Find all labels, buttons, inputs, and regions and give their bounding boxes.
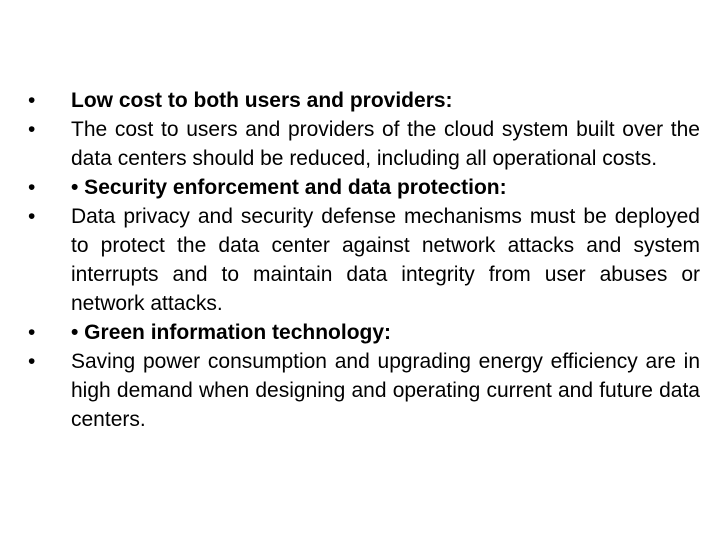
bullet-heading-green-it: • Green information technology: [71,321,392,344]
bullet-heading-low-cost: Low cost to both users and providers: [71,89,453,112]
bullet-marker: • [28,118,36,141]
bullet-item-green-it [28,318,700,347]
bullet-marker: • [28,350,36,373]
bullet-item-cost-description [28,115,700,173]
bullet-item-security [28,173,700,202]
bullet-heading-security: • Security enforcement and data protection: [71,176,507,199]
bullet-text-cost-description: The cost to users and providers of the cloud system built over the data centers should be reduced, including all operational costs. [71,118,700,170]
bullet-marker: • [28,321,36,344]
bullet-item-low-cost [28,86,700,115]
bullet-text-green-it-description: Saving power consumption and upgrading energy efficiency are in high demand when designing and operating current and future data centers. [71,350,700,431]
bullet-item-green-it-description [28,347,700,434]
bullet-text-security-description: Data privacy and security defense mechanisms must be deployed to protect the data center against network attacks and system interrupts and to maintain data integrity from user abuses or network attacks. [71,205,700,315]
bullet-marker: • [28,176,36,199]
bullet-item-security-description [28,202,700,318]
bullet-marker: • [28,205,36,228]
bullet-marker: • [28,89,36,112]
bullet-list [28,86,700,434]
